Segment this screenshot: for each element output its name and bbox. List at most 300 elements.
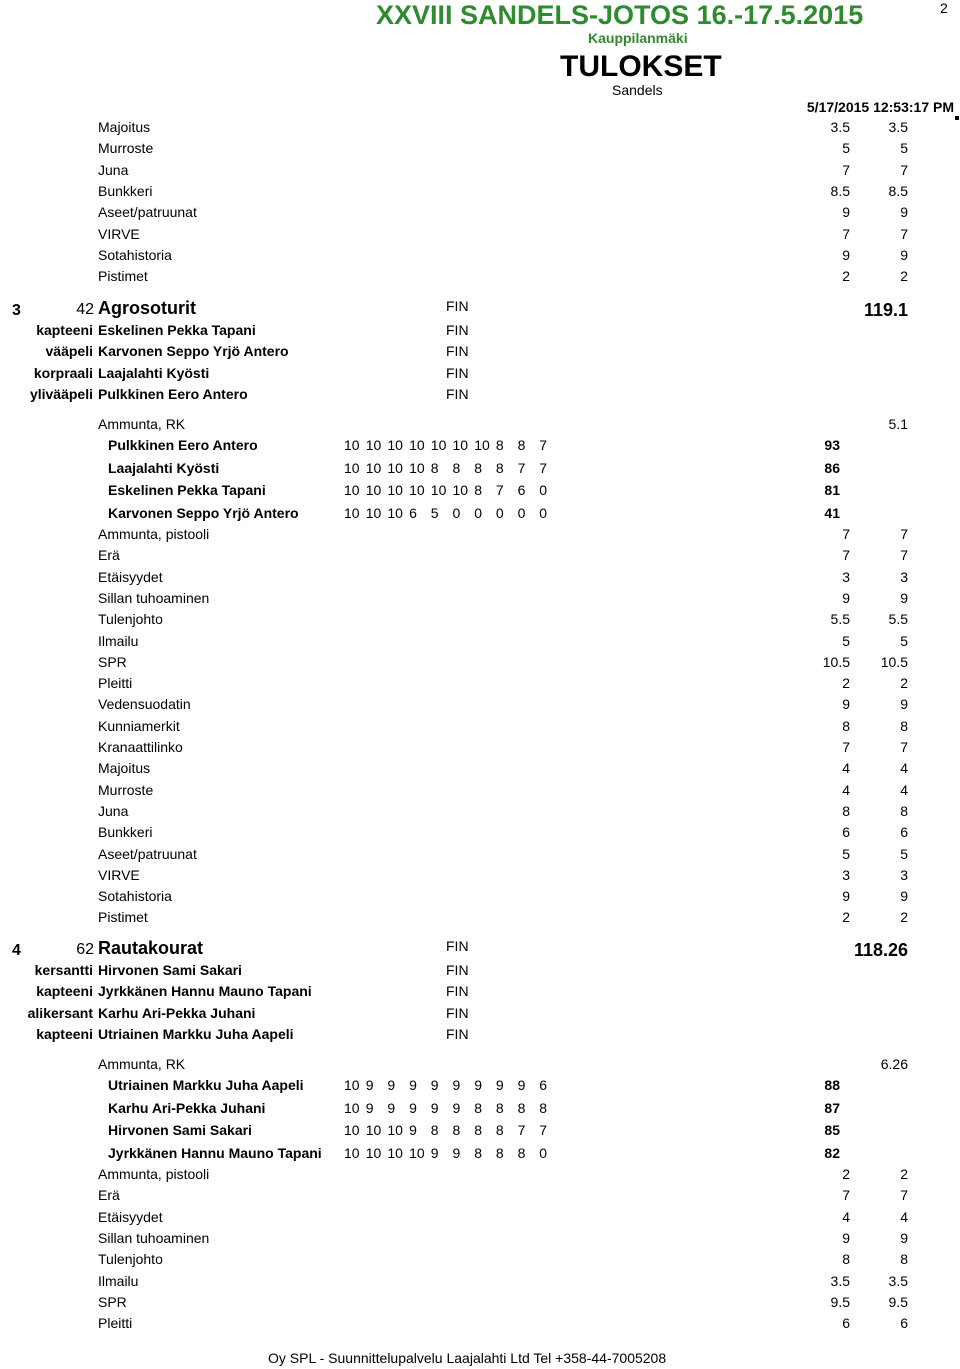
team-name: Agrosoturit: [98, 298, 196, 318]
event-score: 10.5: [822, 653, 850, 670]
event-score: 6: [842, 1315, 850, 1332]
shot-score: 10: [387, 1145, 403, 1162]
shooter-sum: 93: [824, 437, 840, 453]
event-name: Tulenjohto: [98, 1251, 163, 1268]
event-points: 8: [900, 1251, 908, 1268]
event-score: 8.5: [830, 182, 850, 199]
shot-score: 10: [365, 1145, 382, 1162]
event-name: VIRVE: [98, 225, 140, 242]
shot-score: 8: [495, 1122, 504, 1139]
shot-score: 9: [365, 1099, 374, 1116]
shooter-name: Jyrkkänen Hannu Mauno Tapani: [108, 1145, 322, 1162]
event-score: 2: [842, 909, 850, 926]
member-country: FIN: [446, 983, 469, 1000]
shooter-name: Pulkkinen Eero Antero: [108, 437, 258, 453]
shot-score: 9: [495, 1077, 504, 1093]
event-title: XXVIII SANDELS-JOTOS 16.-17.5.2015: [376, 0, 864, 30]
event-name: Murroste: [98, 781, 154, 798]
shooting-label: Ammunta, RK: [98, 416, 186, 432]
event-row: [0, 846, 960, 866]
event-score: 7: [842, 526, 850, 542]
event-points: 6: [900, 1315, 908, 1332]
team-total: 119.1: [863, 300, 908, 320]
team-total: 118.26: [853, 940, 908, 960]
event-row: [0, 140, 960, 160]
event-row: [0, 782, 960, 802]
member-row: [0, 343, 960, 363]
member-country: FIN: [446, 343, 469, 360]
shot-score: 10: [365, 482, 382, 499]
shot-score: 10: [387, 437, 403, 453]
event-points: 9: [900, 696, 908, 713]
event-row: [0, 268, 960, 288]
shooting-header-row: [0, 416, 960, 436]
event-name: Pleitti: [98, 675, 133, 692]
member-country: FIN: [446, 364, 469, 381]
event-points: 3: [900, 866, 908, 883]
shooter-row: [0, 1077, 960, 1097]
shot-score: 10: [344, 482, 360, 499]
shot-score: 8: [474, 1099, 482, 1116]
event-name: Juna: [98, 161, 129, 178]
event-score: 5.5: [830, 611, 850, 628]
event-score: 7: [842, 225, 850, 242]
shot-score: 10: [387, 505, 403, 522]
member-row: [0, 322, 960, 342]
event-points: 3: [900, 568, 908, 585]
shot-score: 10: [344, 505, 360, 522]
event-name: Pistimet: [98, 909, 148, 926]
shooting-header-row: [0, 1056, 960, 1076]
event-name: Aseet/patruunat: [98, 845, 197, 862]
event-name: Murroste: [98, 140, 154, 157]
event-name: Pistimet: [98, 268, 148, 285]
event-name: Ilmailu: [98, 1272, 139, 1289]
event-row: [0, 1166, 960, 1186]
member-name: Eskelinen Pekka Tapani: [98, 322, 256, 338]
event-score: 9: [842, 589, 850, 606]
event-row: [0, 803, 960, 823]
member-rank: ylivääpeli: [29, 385, 93, 402]
event-row: [0, 119, 960, 139]
shot-score: 9: [430, 1077, 439, 1093]
event-points: 7: [900, 225, 908, 242]
shot-score: 9: [387, 1077, 396, 1093]
shot-score: 8: [452, 1122, 461, 1139]
member-country: FIN: [446, 1004, 469, 1021]
shooter-row: [0, 1100, 960, 1120]
event-points: 8: [900, 717, 908, 734]
shot-score: 0: [495, 505, 504, 522]
shot-score: 8: [495, 1099, 504, 1116]
shooter-name: Hirvonen Sami Sakari: [108, 1122, 252, 1139]
shot-score: 7: [539, 437, 548, 453]
shot-score: 10: [474, 437, 490, 453]
shot-score: 10: [344, 1077, 360, 1093]
event-points: 5: [900, 845, 908, 862]
event-score: 7: [842, 739, 850, 755]
shot-score: 10: [344, 437, 360, 453]
event-points: 9.5: [888, 1293, 908, 1310]
member-row: [0, 983, 960, 1003]
event-row: [0, 247, 960, 267]
event-score: 6: [842, 824, 850, 841]
shot-score: 10: [452, 437, 469, 453]
member-row: [0, 365, 960, 385]
team-number: 62: [76, 941, 94, 958]
member-name: Karvonen Seppo Yrjö Antero: [98, 343, 289, 360]
event-score: 2: [842, 1166, 850, 1182]
event-points: 4: [900, 760, 908, 777]
team-rank: 4: [12, 942, 21, 959]
event-score: 3.5: [830, 119, 850, 135]
print-timestamp: 5/17/2015 12:53:17 PM: [806, 99, 954, 115]
event-name: Vedensuodatin: [98, 696, 191, 713]
member-country: FIN: [446, 385, 469, 402]
member-rank: korpraali: [33, 364, 93, 381]
member-country: FIN: [446, 1025, 469, 1042]
shot-score: 8: [495, 437, 504, 453]
shot-score: 0: [539, 1145, 548, 1162]
shot-score: 9: [430, 1099, 439, 1116]
event-row: [0, 909, 960, 929]
event-row: [0, 1209, 960, 1229]
shot-score: 8: [495, 459, 504, 476]
shooter-sum: 81: [824, 482, 840, 499]
event-name: Sotahistoria: [98, 888, 172, 905]
shot-score: 8: [430, 459, 439, 476]
event-row: [0, 696, 960, 716]
event-row: [0, 183, 960, 203]
shot-score: 9: [452, 1099, 461, 1116]
shot-score: 9: [409, 1122, 417, 1139]
shooter-row: [0, 460, 960, 480]
shot-score: 8: [430, 1122, 439, 1139]
event-score: 2: [842, 268, 850, 285]
shot-score: 9: [474, 1077, 482, 1093]
event-row: [0, 1273, 960, 1293]
event-score: 9: [842, 696, 850, 713]
event-points: 2: [900, 675, 908, 692]
team-header-row: [0, 938, 960, 962]
event-name: Tulenjohto: [98, 611, 163, 628]
member-rank: alikersant: [27, 1004, 93, 1021]
event-score: 9: [842, 1229, 850, 1246]
member-name: Utriainen Markku Juha Aapeli: [98, 1025, 294, 1042]
event-score: 4: [842, 1208, 850, 1225]
member-rank: kersantti: [34, 962, 93, 978]
event-score: 7: [842, 547, 850, 564]
shooting-total: 6.26: [880, 1056, 908, 1072]
event-score: 7: [842, 161, 850, 178]
event-row: [0, 1294, 960, 1314]
event-score: 8: [842, 802, 850, 819]
shot-score: 7: [517, 1122, 526, 1139]
shot-score: 8: [517, 437, 526, 453]
shot-score: 8: [474, 1122, 482, 1139]
event-row: [0, 760, 960, 780]
shooter-sum: 82: [824, 1145, 840, 1162]
shooter-name: Utriainen Markku Juha Aapeli: [108, 1077, 304, 1093]
shot-score: 8: [474, 459, 482, 476]
event-name: Sillan tuhoaminen: [98, 1229, 210, 1246]
event-score: 7: [842, 1187, 850, 1204]
event-row: [0, 739, 960, 759]
event-name: Erä: [98, 547, 120, 564]
event-score: 9: [842, 204, 850, 221]
member-rank: kapteeni: [36, 1025, 93, 1042]
event-row: [0, 590, 960, 610]
member-name: Hirvonen Sami Sakari: [98, 962, 242, 978]
event-row: [0, 675, 960, 695]
event-points: 7: [900, 1187, 908, 1204]
shooting-label: Ammunta, RK: [98, 1056, 186, 1072]
event-name: Majoitus: [98, 760, 151, 777]
member-name: Karhu Ari-Pekka Juhani: [98, 1004, 256, 1021]
shot-score: 10: [365, 459, 382, 476]
member-name: Pulkkinen Eero Antero: [98, 385, 248, 402]
shot-score: 10: [387, 459, 403, 476]
event-points: 5: [900, 632, 908, 649]
shot-score: 10: [430, 482, 447, 499]
shot-score: 9: [409, 1099, 417, 1116]
event-row: [0, 888, 960, 908]
shot-score: 10: [365, 437, 382, 453]
shot-score: 10: [387, 1122, 403, 1139]
event-row: [0, 526, 960, 546]
member-rank: vääpeli: [45, 343, 93, 360]
member-name: Laajalahti Kyösti: [98, 364, 210, 381]
shooter-row: [0, 437, 960, 457]
shot-score: 10: [409, 1145, 425, 1162]
shot-score: 10: [365, 505, 382, 522]
event-score: 2: [842, 675, 850, 692]
shooter-name: Karhu Ari-Pekka Juhani: [108, 1099, 266, 1116]
footer-company: Oy SPL - Suunnittelupalvelu Laajalahti Ltd Tel +358-44-7005208: [268, 1350, 667, 1366]
shot-score: 9: [452, 1145, 461, 1162]
shot-score: 8: [474, 1145, 482, 1162]
member-row: [0, 1005, 960, 1025]
event-name: VIRVE: [98, 866, 140, 883]
shooter-sum: 87: [824, 1099, 840, 1116]
event-name: Kranaattilinko: [98, 739, 183, 755]
event-name: Ammunta, pistooli: [98, 526, 210, 542]
shot-score: 8: [474, 482, 482, 499]
event-score: 9.5: [830, 1293, 850, 1310]
member-rank: kapteeni: [36, 322, 93, 338]
shot-score: 0: [539, 482, 548, 499]
event-points: 5.5: [888, 611, 908, 628]
shot-score: 9: [430, 1145, 439, 1162]
event-points: 4: [900, 781, 908, 798]
page-number: 2: [940, 0, 948, 16]
event-score: 5: [842, 845, 850, 862]
shot-score: 10: [344, 1145, 360, 1162]
event-row: [0, 547, 960, 567]
event-row: [0, 867, 960, 887]
event-name: Majoitus: [98, 119, 151, 135]
event-points: 9: [900, 204, 908, 221]
event-row: [0, 1315, 960, 1335]
event-row: [0, 633, 960, 653]
event-points: 5: [900, 140, 908, 157]
event-points: 4: [900, 1208, 908, 1225]
team-name: Rautakourat: [98, 938, 204, 958]
shot-score: 8: [517, 1145, 526, 1162]
event-points: 2: [900, 1166, 908, 1182]
event-points: 10.5: [880, 653, 908, 670]
member-rank: kapteeni: [36, 983, 93, 1000]
team-number: 42: [76, 301, 94, 318]
event-row: [0, 718, 960, 738]
member-row: [0, 386, 960, 406]
event-points: 8: [900, 802, 908, 819]
event-points: 7: [900, 547, 908, 564]
event-score: 5: [842, 140, 850, 157]
shot-score: 0: [474, 505, 482, 522]
shot-score: 10: [452, 482, 469, 499]
shot-score: 8: [517, 1099, 526, 1116]
event-name: Juna: [98, 802, 129, 819]
shot-score: 9: [452, 1077, 461, 1093]
shooter-sum: 86: [824, 459, 840, 476]
event-name: Erä: [98, 1187, 120, 1204]
event-name: Ammunta, pistooli: [98, 1166, 210, 1182]
shooter-name: Eskelinen Pekka Tapani: [108, 482, 266, 499]
event-name: Etäisyydet: [98, 1208, 163, 1225]
event-score: 8: [842, 717, 850, 734]
event-points: 3.5: [888, 119, 908, 135]
event-name: SPR: [98, 1293, 127, 1310]
shot-score: 10: [430, 437, 447, 453]
shot-score: 6: [539, 1077, 548, 1093]
shot-score: 10: [409, 459, 425, 476]
event-score: 8: [842, 1251, 850, 1268]
event-points: 7: [900, 526, 908, 542]
team-rank: 3: [12, 302, 21, 319]
shooter-row: [0, 1122, 960, 1142]
event-score: 9: [842, 888, 850, 905]
shot-score: 10: [409, 437, 425, 453]
shot-score: 8: [452, 459, 461, 476]
event-name: Bunkkeri: [98, 824, 153, 841]
event-points: 3.5: [888, 1272, 908, 1289]
event-name: Ilmailu: [98, 632, 139, 649]
shot-score: 7: [539, 459, 548, 476]
member-country: FIN: [446, 962, 469, 978]
event-points: 9: [900, 1229, 908, 1246]
event-points: 9: [900, 888, 908, 905]
shot-score: 10: [365, 1122, 382, 1139]
shot-score: 6: [409, 505, 417, 522]
shot-score: 8: [495, 1145, 504, 1162]
event-score: 3: [842, 568, 850, 585]
member-name: Jyrkkänen Hannu Mauno Tapani: [98, 983, 312, 1000]
shooter-row: [0, 482, 960, 502]
event-row: [0, 204, 960, 224]
event-name: Pleitti: [98, 1315, 133, 1332]
shooter-sum: 88: [824, 1077, 840, 1093]
shot-score: 7: [539, 1122, 548, 1139]
event-row: [0, 226, 960, 246]
shot-score: 0: [452, 505, 461, 522]
shot-score: 5: [430, 505, 439, 522]
event-row: [0, 611, 960, 631]
event-score: 5: [842, 632, 850, 649]
shooter-row: [0, 1145, 960, 1165]
shot-score: 10: [344, 459, 360, 476]
shot-score: 7: [495, 482, 504, 499]
event-points: 6: [900, 824, 908, 841]
shot-score: 9: [409, 1077, 417, 1093]
event-score: 4: [842, 781, 850, 798]
event-points: 9: [900, 246, 908, 263]
shot-score: 7: [517, 459, 526, 476]
shot-score: 0: [517, 505, 526, 522]
event-row: [0, 654, 960, 674]
event-points: 9: [900, 589, 908, 606]
shot-score: 9: [517, 1077, 526, 1093]
event-points: 2: [900, 909, 908, 926]
shot-score: 9: [387, 1099, 396, 1116]
shot-score: 10: [344, 1122, 360, 1139]
shooter-name: Laajalahti Kyösti: [108, 459, 220, 476]
event-row: [0, 1230, 960, 1250]
shot-score: 10: [409, 482, 425, 499]
event-name: Bunkkeri: [98, 182, 153, 199]
shooter-name: Karvonen Seppo Yrjö Antero: [108, 505, 299, 522]
shooting-total: 5.1: [888, 416, 908, 432]
event-row: [0, 824, 960, 844]
event-row: [0, 162, 960, 182]
shot-score: 8: [539, 1099, 548, 1116]
event-points: 7: [900, 739, 908, 755]
results-heading: TULOKSET: [560, 50, 722, 83]
event-score: 9: [842, 246, 850, 263]
event-name: Sotahistoria: [98, 246, 172, 263]
shooter-sum: 85: [824, 1122, 840, 1139]
shot-score: 10: [387, 482, 403, 499]
event-points: 2: [900, 268, 908, 285]
event-row: [0, 569, 960, 589]
event-name: Kunniamerkit: [98, 717, 180, 734]
member-row: [0, 1026, 960, 1046]
event-location: Kauppilanmäki: [588, 30, 688, 46]
event-name: Aseet/patruunat: [98, 204, 197, 221]
shot-score: 9: [365, 1077, 374, 1093]
event-points: 8.5: [888, 182, 908, 199]
event-score: 4: [842, 760, 850, 777]
event-name: Etäisyydet: [98, 568, 163, 585]
team-country: FIN: [446, 298, 469, 314]
event-name: Sillan tuhoaminen: [98, 589, 210, 606]
event-name: SPR: [98, 653, 127, 670]
team-country: FIN: [446, 938, 469, 954]
event-row: [0, 1251, 960, 1271]
member-country: FIN: [446, 322, 469, 338]
shot-score: 6: [517, 482, 526, 499]
event-score: 3.5: [830, 1272, 850, 1289]
event-score: 3: [842, 866, 850, 883]
member-row: [0, 962, 960, 982]
organizer-name: Sandels: [612, 82, 663, 98]
shot-score: 0: [539, 505, 548, 522]
event-points: 7: [900, 161, 908, 178]
shot-score: 10: [344, 1099, 360, 1116]
event-row: [0, 1187, 960, 1207]
team-header-row: [0, 298, 960, 322]
shooter-sum: 41: [824, 505, 840, 522]
